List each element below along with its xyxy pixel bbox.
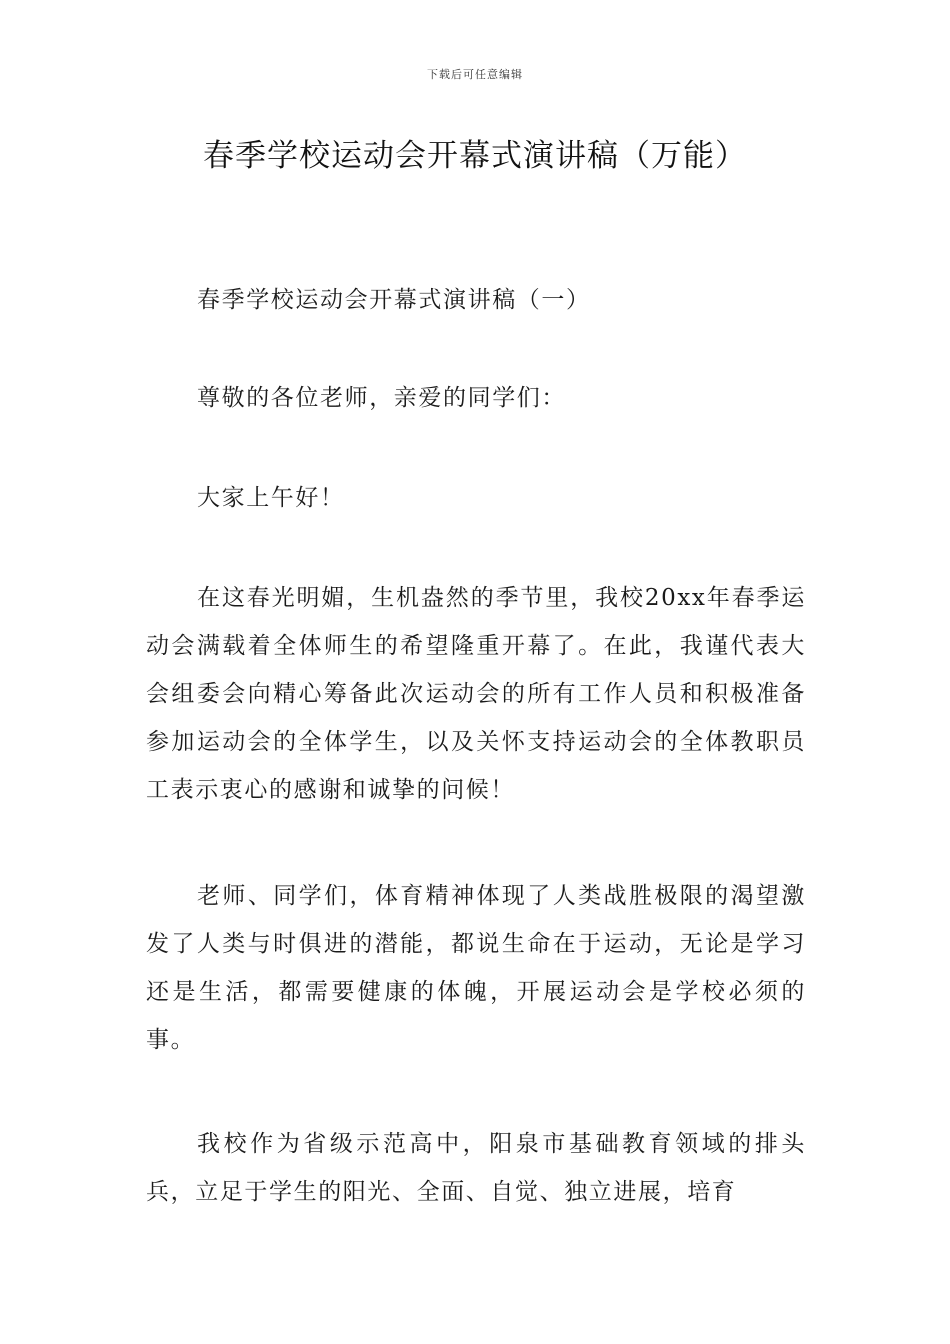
paragraph-salutation: 尊敬的各位老师，亲爱的同学们： <box>197 385 566 411</box>
header-note: 下载后可任意编辑 <box>427 68 523 81</box>
document-title: 春季学校运动会开幕式演讲稿（万能） <box>203 138 747 174</box>
paragraph-greeting: 大家上午好！ <box>197 485 345 511</box>
paragraph-subtitle: 春季学校运动会开幕式演讲稿（一） <box>197 287 591 313</box>
paragraph-sports-spirit: 老师、同学们，体育精神体现了人类战胜极限的渴望激发了人类与时俱进的潜能，都说生命在于运动，无论是学习还是生活，都需要健康的体魄，开展运动会是学校必须的事。 <box>146 883 806 1053</box>
paragraph-school-intro: 我校作为省级示范高中，阳泉市基础教育领域的排头兵，立足于学生的阳光、全面、自觉、独立进展，培育 <box>146 1131 806 1205</box>
paragraph-opening: 在这春光明媚，生机盎然的季节里，我校20xx年春季运动会满载着全体师生的希望隆重开幕了。在此，我谨代表大会组委会向精心筹备此次运动会的所有工作人员和积极准备参加运动会的全体学生，以及关怀支持运动会的全体教职员工表示衷心的感谢和诚挚的问候！ <box>146 585 806 803</box>
